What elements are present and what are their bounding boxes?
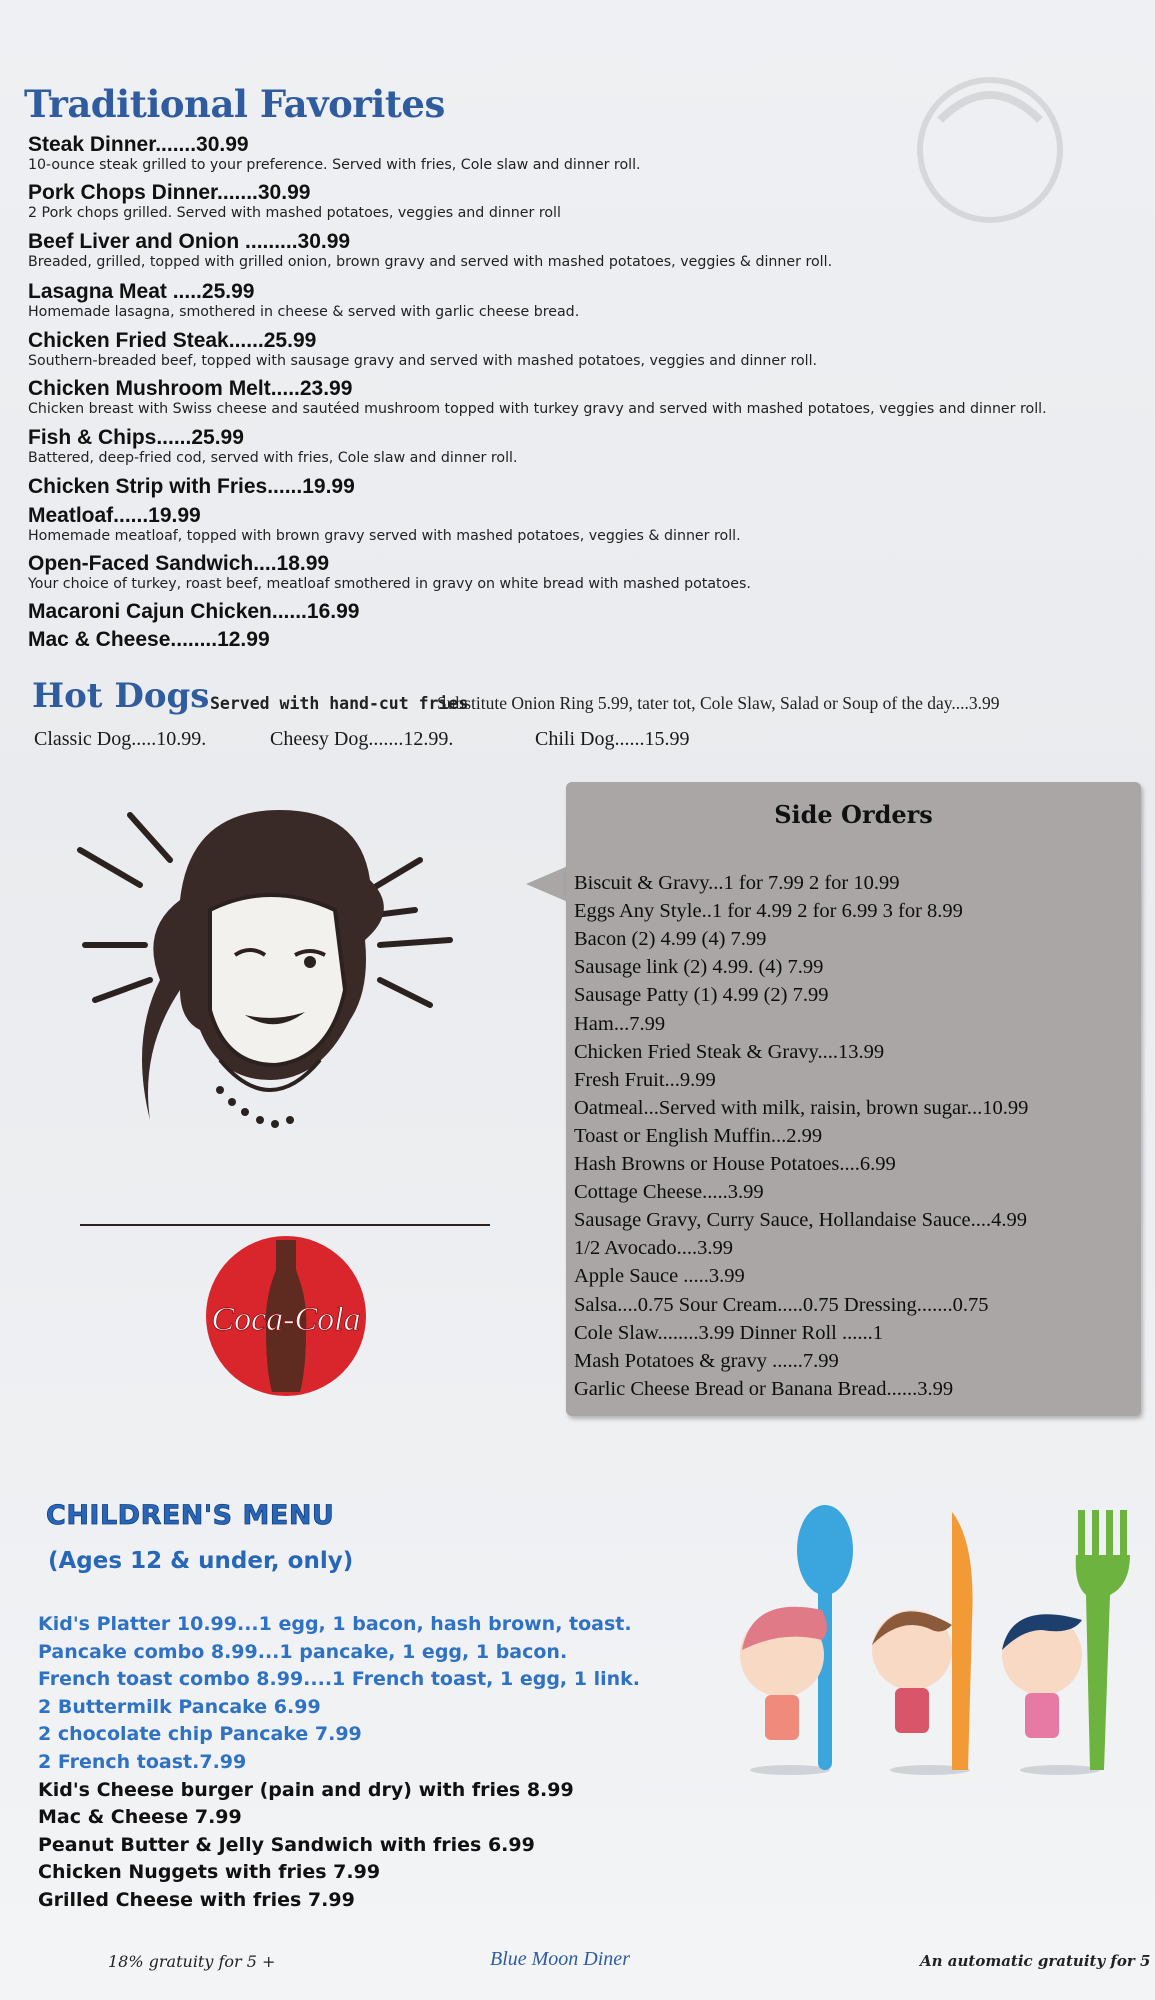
dish-name: Meatloaf......19.99 [28,504,201,527]
childrens-age-note: (Ages 12 & under, only) [48,1548,354,1574]
dish-name: Open-Faced Sandwich....18.99 [28,552,330,575]
side-orders-title: Side Orders [774,800,933,829]
side-order-item: Apple Sauce .....3.99 [574,1265,745,1288]
side-orders-panel [566,782,1141,1416]
dish-name: Fish & Chips......25.99 [28,426,244,449]
dish-description: 10-ounce steak grilled to your preference. Served with fries, Cole slaw and dinner roll. [28,157,641,173]
hot-dogs-substitute: Substitute Onion Ring 5.99, tater tot, Cole Slaw, Salad or Soup of the day....3.99 [437,693,1000,713]
side-order-item: Biscuit & Gravy...1 for 7.99 2 for 10.99 [574,872,900,894]
dish-name: Mac & Cheese........12.99 [28,628,270,651]
dish-name: Pork Chops Dinner.......30.99 [28,181,311,204]
footer-gratuity-right: An automatic gratuity for 5 [920,1952,1151,1970]
side-order-item: Eggs Any Style..1 for 4.99 2 for 6.99 3 for 8.99 [574,900,963,923]
kids-menu-item: 2 French toast.7.99 [38,1751,247,1773]
side-order-item: Hash Browns or House Potatoes....6.99 [574,1153,896,1175]
kids-menu-item: Grilled Cheese with fries 7.99 [38,1889,355,1911]
kids-menu-item: Kid's Cheese burger (pain and dry) with fries 8.99 [38,1778,574,1801]
side-order-item: Oatmeal...Served with milk, raisin, brown sugar...10.99 [574,1096,1029,1119]
dish-name: Macaroni Cajun Chicken......16.99 [28,600,360,623]
kids-menu-item: 2 chocolate chip Pancake 7.99 [38,1723,362,1746]
dish-description: Chicken breast with Swiss cheese and sautéed mushroom topped with turkey gravy and served with mashed potatoes, veggies and dinner roll. [28,401,1047,417]
side-order-item: Garlic Cheese Bread or Banana Bread......3.99 [574,1377,954,1400]
dish-description: Southern-breaded beef, topped with sausage gravy and served with mashed potatoes, veggies and dinner roll. [28,353,818,369]
retro-winking-woman-illustration [70,790,510,1230]
side-order-item: Cottage Cheese.....3.99 [574,1181,764,1204]
dish-description: Breaded, grilled, topped with grilled onion, brown gravy and served with mashed potatoes, veggies & dinner roll. [28,254,833,270]
side-order-item: Bacon (2) 4.99 (4) 7.99 [574,928,767,951]
dish-name: Chicken Strip with Fries......19.99 [28,475,355,498]
hot-dog-item: Cheesy Dog.......12.99. [270,728,454,750]
dish-name: Lasagna Meat .....25.99 [28,280,255,303]
hot-dogs-note: Served with hand-cut fries [210,694,469,713]
traditional-favorites-title: Traditional Favorites [24,82,445,126]
dish-name: Chicken Mushroom Melt.....23.99 [28,377,353,400]
kids-menu-item: Pancake combo 8.99...1 pancake, 1 egg, 1 bacon. [38,1640,568,1663]
side-order-item: 1/2 Avocado....3.99 [574,1237,734,1260]
kids-menu-item: French toast combo 8.99....1 French toast, 1 egg, 1 link. [38,1668,641,1691]
hot-dog-item: Classic Dog.....10.99. [34,728,207,750]
hot-dogs-title: Hot Dogs [32,676,210,716]
side-order-item: Mash Potatoes & gravy ......7.99 [574,1349,839,1372]
dish-description: Homemade meatloaf, topped with brown gravy served with mashed potatoes, veggies & dinner roll. [28,528,741,544]
side-order-item: Sausage Gravy, Curry Sauce, Hollandaise Sauce....4.99 [574,1209,1027,1232]
dish-description: Battered, deep-fried cod, served with fries, Cole slaw and dinner roll. [28,450,518,466]
side-order-item: Cole Slaw........3.99 Dinner Roll ......1 [574,1321,884,1344]
footer-gratuity-left: 18% gratuity for 5 + [108,1952,276,1971]
side-order-item: Salsa....0.75 Sour Cream.....0.75 Dressing.......0.75 [574,1293,989,1316]
side-order-item: Ham...7.99 [574,1012,666,1035]
dish-name: Steak Dinner.......30.99 [28,133,249,156]
kids-menu-item: Peanut Butter & Jelly Sandwich with fries 6.99 [38,1833,535,1856]
side-order-item: Chicken Fried Steak & Gravy....13.99 [574,1040,885,1063]
dish-name: Chicken Fried Steak......25.99 [28,329,317,352]
footer-restaurant-name: Blue Moon Diner [490,1948,630,1970]
dish-name: Beef Liver and Onion .........30.99 [28,230,351,253]
side-order-item: Toast or English Muffin...2.99 [574,1124,823,1147]
dish-description: 2 Pork chops grilled. Served with mashed potatoes, veggies and dinner roll [28,205,561,221]
side-order-item: Sausage Patty (1) 4.99 (2) 7.99 [574,984,829,1007]
coca-cola-wordmark: Coca-Cola [211,1301,361,1338]
side-order-item: Sausage link (2) 4.99. (4) 7.99 [574,956,824,979]
dish-description: Your choice of turkey, roast beef, meatloaf smothered in gravy on white bread with mashed potatoes. [28,576,751,592]
kids-menu-item: 2 Buttermilk Pancake 6.99 [38,1695,321,1718]
kids-menu-item: Mac & Cheese 7.99 [38,1806,242,1829]
kids-with-cutlery-illustration [720,1500,1140,1780]
dish-description: Homemade lasagna, smothered in cheese & served with garlic cheese bread. [28,304,580,320]
coca-cola-logo [202,1232,370,1400]
side-order-item: Fresh Fruit...9.99 [574,1068,716,1091]
kids-menu-item: Chicken Nuggets with fries 7.99 [38,1861,381,1884]
kids-menu-item: Kid's Platter 10.99...1 egg, 1 bacon, hash brown, toast. [38,1613,632,1635]
childrens-menu-title: CHILDREN'S MENU [46,1500,335,1531]
hot-dog-item: Chili Dog......15.99 [535,728,690,750]
speech-pointer [526,866,568,902]
